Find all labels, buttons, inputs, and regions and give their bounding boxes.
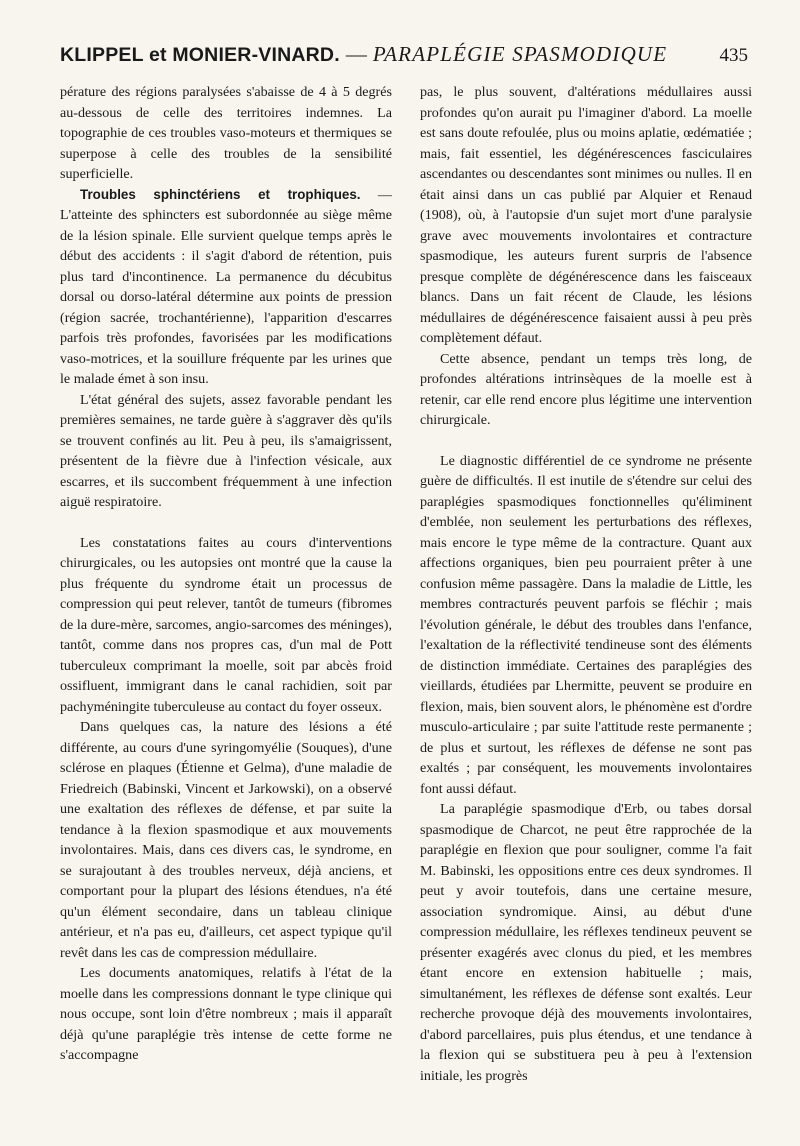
- header-left: [60, 42, 667, 67]
- left-column: [60, 82, 392, 1086]
- right-paragraph-4: La paraplégie spasmodique d'Erb, ou tabes dorsal spasmodique de Charcot, ne peut être rapprochée de la paraplégie en flexion que pour souligner, comme l'a fait M. Babinski, les oppositions entre ces deux syndromes. Il peut y avoir toutefois, dans une certaine mesure, association syndromique. Ainsi, au début d'une compression médullaire, les réflexes tendineux peuvent se présenter exagérés avec clonus du pied, et les membres étant encore en extension habituelle ; mais, simultanément, les réflexes de défense sont exaltés. Leur recherche provoque déjà des mouvements involontaires, d'abord parcellaires, puis plus étendus, et une tendance à la flexion qui se substituera peu à peu à l'extension initiale, les progrès: [420, 801, 752, 1084]
- header-separator: —: [345, 42, 367, 66]
- right-paragraph-2: Cette absence, pendant un temps très long, de profondes altérations intrinsèques de la moelle est à retenir, car elle rend encore plus légitime une intervention chirurgicale.: [420, 350, 752, 428]
- left-paragraph-6: Les documents anatomiques, relatifs à l'état de la moelle dans les compressions donnant le type clinique qui nous occupe, sont loin d'être nombreux ; mais il apparaît déjà qu'une paraplégie très intense de cette forme ne s'accompagne: [60, 965, 392, 1063]
- text-columns: [60, 82, 752, 1086]
- right-paragraph-3: Le diagnostic différentiel de ce syndrome ne présente guère de difficultés. Il est inutile de s'étendre sur celui des paraplégies spasmodiques fonctionnelles qu'éliminent d'emblée, non seulement les perturbations des réflexes, mais encore le type même de la contracture. Quant aux affections organiques, bien peu pourraient prêter à une confusion même passagère. Dans la maladie de Little, les membres contracturés peuvent parfois se fléchir ; mais l'évolution générale, le début des troubles dans l'enfance, l'exaltation de la réflectivité tendineuse sont des éléments de distinction immédiate. Certaines des paraplégies des vieillards, étudiées par Lhermitte, peuvent se produire en flexion, mais, bien souvent alors, le phénomène est d'ordre musculo-articulaire ; par suite l'attitude reste permanente ; de plus et surtout, les réflexes de défense ne sont pas exaltés ; par conséquent, les mouvements involontaires font aussi défaut.: [420, 452, 752, 797]
- header-title: PARAPLÉGIE SPASMODIQUE: [372, 42, 668, 66]
- section-heading-troubles-sphincteriens: Troubles sphinctériens et trophiques.: [80, 186, 361, 202]
- left-paragraph-1: pérature des régions paralysées s'abaisse de 4 à 5 degrés au-dessous de celle des territoires indemnes. La topographie de ces troubles vaso-moteurs et thermiques se superpose à celle des troubles de la sensibilité superficielle.: [60, 84, 392, 182]
- page-number: 435: [719, 45, 748, 66]
- left-paragraph-2: [60, 185, 392, 390]
- running-header: [60, 42, 748, 76]
- left-paragraph-2-text: — L'atteinte des sphincters est subordonnée au siège même de la lésion spinale. Elle survient quelque temps après le début des accidents : il s'agit d'abord de rétention, puis plus tard d'incontinence. La permanence du décubitus dorsal ou dorso-latéral détermine aux points de pression (région sacrée, trochantérienne), l'apparition d'escarres parfois très profondes, favorisées par les modifications vaso-motrices, et la souillure fréquente par les urines que le malade émet à son insu.: [60, 186, 392, 387]
- right-column: [420, 82, 752, 1086]
- left-paragraph-3: L'état général des sujets, assez favorable pendant les premières semaines, ne tarde guère à s'aggraver dès qu'ils se trouvent confinés au lit. Peu à peu, ils s'amaigrissent, présentent de la fièvre due à l'infection vésicale, aux escarres, et ils succombent fréquemment à une infection aiguë respiratoire.: [60, 391, 392, 510]
- header-authors: KLIPPEL et MONIER-VINARD.: [60, 44, 340, 66]
- left-paragraph-4: Les constatations faites au cours d'interventions chirurgicales, ou les autopsies ont montré que la cause la plus fréquente du syndrome était un processus de compression qui peut relever, tantôt de tumeurs (fibromes de la dure-mère, sarcomes, angio-sarcomes des méninges), tantôt, comme dans nos propres cas, d'un mal de Pott tuberculeux comprimant la moelle, soit par abcès froid ossifluent, immigrant dans le canal rachidien, soit par pachyméningite tuberculeuse au contact du foyer osseux.: [60, 534, 392, 715]
- left-paragraph-5: Dans quelques cas, la nature des lésions a été différente, au cours d'une syringomyélie (Souques), d'une sclérose en plaques (Étienne et Gelma), d'une maladie de Friedreich (Babinski, Vincent et Jarkowski), on a observé une exaltation des réflexes de défense, et par suite la tendance à la flexion spasmodique et aux mouvements involontaires. Mais, dans ces divers cas, le syndrome, en se surajoutant à des troubles nerveux, déjà anciens, et comportant pour la plupart des lésions étendues, n'a été qu'un élément secondaire, dans un tableau clinique antérieur, et n'a pas eu, d'ailleurs, cet aspect typique qu'il revêt dans les cas de compression médullaire.: [60, 719, 392, 961]
- right-paragraph-1: pas, le plus souvent, d'altérations médullaires aussi profondes qu'on aurait pu l'imaginer d'abord. La moelle est sans doute refoulée, plus ou moins aplatie, œdématiée ; mais, fait essentiel, les dégénérescences fasciculaires ascendantes ou descendantes sont minimes ou nulles. Il en était ainsi dans un cas publié par Alquier et Renaud (1908), où, à l'autopsie d'un sujet mort d'une paralysie grave avec mouvements involontaires et contracture spasmodique, les auteurs furent surpris de l'absence presque complète de dégénérescence dans les faisceaux blancs. Dans un fait récent de Claude, les lésions médullaires de dégénérescence faisaient aussi à peu près complètement défaut.: [420, 84, 752, 346]
